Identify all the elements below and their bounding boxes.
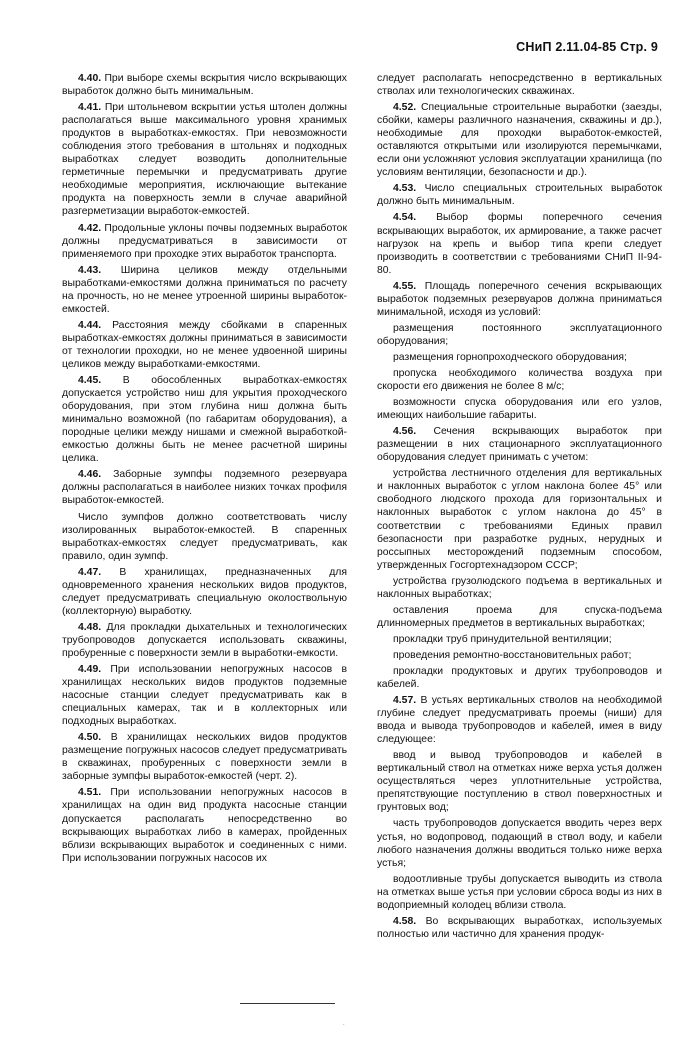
clause-number: 4.48. — [78, 621, 102, 633]
clause-text: проведения ремонтно-восстановительных работ; — [393, 649, 632, 661]
paragraph — [62, 621, 347, 660]
right-column — [377, 72, 662, 972]
clause-number: 4.46. — [78, 469, 102, 481]
clause-text: В обособленных выработках-емкостях допускается устройство ниш для укрытия проходческого оборудования, при этом глубина ниш должна быть минимально возможной (по габаритам оборудования), а породные целики между нишами и смежной выработкой-емкостью должны быть не менее расчетной ширины целика. — [62, 375, 347, 465]
clause-text: В хранилищах, предназначенных для одновременного хранения нескольких видов продуктов, следует предусматривать специальную околоствольную (коллекторную) выработку. — [62, 566, 347, 617]
paragraph — [62, 731, 347, 783]
paragraph — [377, 425, 662, 464]
clause-number: 4.41. — [78, 102, 102, 114]
paragraph — [377, 817, 662, 869]
clause-number: 4.47. — [78, 566, 102, 578]
clause-text: Расстояния между сбойками в спаренных выработках-емкостях должны приниматься в зависимости от технологии проходки, но не менее удвоенной ширины целиков между выработками-емкостями. — [62, 319, 347, 370]
paragraph — [377, 467, 662, 571]
paragraph — [62, 101, 347, 218]
paragraph — [377, 367, 662, 393]
paragraph — [62, 319, 347, 371]
paragraph — [62, 663, 347, 728]
paragraph — [377, 575, 662, 601]
paragraph — [377, 749, 662, 814]
paragraph — [377, 604, 662, 630]
clause-text: Число зумпфов должно соответствовать числу изолированных выработок-емкостей. В спаренных выработках-емкостях следует предусматривать, как правило, один зумпф. — [62, 511, 347, 562]
clause-text: ввод и вывод трубопроводов и кабелей в вертикальный ствол на отметках ниже верха устья должен осуществляться через уплотнительные устройства, препятствующие поступлению в ствол поверхностных и грунтовых вод; — [377, 750, 662, 814]
clause-number: 4.53. — [393, 183, 417, 195]
clause-number: 4.54. — [393, 212, 417, 224]
clause-text: оставления проема для спуска-подъема длинномерных предметов в вертикальных выработках; — [377, 604, 662, 629]
clause-text: При использовании непогружных насосов в хранилищах на один вид продукта насосные станции допускается располагать непосредственно во вскрывающих выработках либо в камерах, пройденных вблизи вскрывающих выработок и соединенных с ними. При использовании погружных насосов их — [62, 787, 348, 864]
paragraph — [62, 468, 347, 507]
paragraph — [377, 211, 662, 276]
paragraph — [377, 322, 662, 348]
clause-number: 4.49. — [78, 664, 102, 676]
paragraph — [62, 786, 347, 864]
clause-number: 4.43. — [78, 264, 102, 276]
paragraph — [377, 351, 662, 364]
clause-text: Площадь поперечного сечения вскрывающих выработок подземных резервуаров должна приниматься минимальной, исходя из условий: — [377, 280, 662, 318]
clause-text: При выборе схемы вскрытия число вскрывающих выработок должно быть минимальным. — [62, 73, 348, 98]
clause-number: 4.45. — [78, 375, 102, 387]
clause-text: Заборные зумпфы подземного резервуара должны располагаться в наиболее низких точках профиля выработок-емкостей. — [62, 469, 347, 507]
clause-number: 4.40. — [78, 73, 102, 84]
paragraph — [377, 396, 662, 422]
clause-number: 4.51. — [78, 787, 102, 799]
paragraph — [377, 665, 662, 691]
paragraph — [62, 511, 347, 563]
paragraph — [377, 633, 662, 646]
paragraph — [377, 182, 662, 208]
paragraph — [377, 694, 662, 746]
page-header: СНиП 2.11.04-85 Стр. 9 — [516, 40, 658, 54]
clause-text: размещения горнопроходческого оборудования; — [393, 351, 627, 363]
clause-text: При штольневом вскрытии устья штолен должны располагаться выше максимального уровня хранимых продуктов в выработках-емкостях. При невозможности соблюдения этого требования в штольнях и подходных выработках следует возводить дополнительные герметичные перемычки и предусматривать другие необходимые мероприятия, исключающие вытекание продукта на поверхность земли в случае аварийной разгерметизации выработок-емкостей. — [62, 102, 347, 218]
clause-number: 4.44. — [78, 319, 102, 331]
clause-text: Во вскрывающих выработках, используемых полностью или частично для хранения продук- — [377, 915, 662, 940]
left-column — [62, 72, 347, 972]
footer-rule — [240, 1003, 335, 1004]
clause-text: Продольные уклоны почвы подземных выработок должны предусматриваться в зависимости от применяемого при проходке этих выработок транспорта. — [62, 222, 347, 260]
paragraph — [377, 72, 662, 98]
clause-text: Выбор формы поперечного сечения вскрывающих выработок, их армирование, а также расчет нагрузок на крепь и выбор типа крепи следует производить в соответствии с требованиями СНиП II-94-80. — [377, 212, 662, 276]
paragraph — [62, 264, 347, 316]
clause-text: часть трубопроводов допускается вводить через верх устья, но водопровод, подающий в ствол воду, и кабели любого назначения должны вводиться только ниже верха устья; — [377, 818, 662, 869]
clause-text: Специальные строительные выработки (заезды, сбойки, камеры различного назначения, скважины и др.), необходимые для проходки выработок-емкостей, оставляются открытыми или изолируются перемычками, если они усложняют условия эксплуатации хранилища (по условиям вентиляции, безопасности и др.). — [377, 102, 662, 179]
paragraph — [62, 374, 347, 465]
paragraph — [377, 280, 662, 319]
clause-number: 4.55. — [393, 280, 417, 292]
clause-text: возможности спуска оборудования или его узлов, имеющих наибольшие габариты. — [377, 397, 662, 422]
paragraph — [377, 649, 662, 662]
clause-text: Сечения вскрывающих выработок при размещении в них стационарного эксплуатационного оборудования следует принимать с учетом: — [377, 426, 662, 464]
paragraph — [62, 222, 347, 261]
clause-number: 4.50. — [78, 732, 102, 744]
paragraph — [377, 101, 662, 179]
clause-text: При использовании непогружных насосов в хранилищах нескольких видов продуктов подземные насосные станции следует предусматривать как в специальных камерах, так и в коллекторных или подходных выработках. — [62, 664, 348, 728]
paragraph — [377, 873, 662, 912]
clause-text: устройства лестничного отделения для вертикальных и наклонных выработок с углом наклона более 45° или свободного людского прохода для горизонтальных и наклонных выработок с углом наклона до 45° в соответствии с требованиями Единых правил безопасности при разработке рудных, нерудных и россыпных месторождений подземным способом, утвержденных Госгортехнадзором СССР; — [377, 468, 662, 571]
clause-text: пропуска необходимого количества воздуха при скорости его движения не более 8 м/с; — [377, 367, 662, 393]
clause-text: размещения постоянного эксплуатационного оборудования; — [377, 322, 662, 347]
clause-number: 4.57. — [393, 695, 417, 707]
clause-text: прокладки продуктовых и других трубопроводов и кабелей. — [377, 665, 662, 691]
clause-text: В устьях вертикальных стволов на необходимой глубине следует предусматривать проемы (ниши) для ввода и вывода трубопроводов и кабелей, имея в виду следующее: — [377, 695, 662, 746]
clause-text: прокладки труб принудительной вентиляции; — [393, 633, 612, 645]
paragraph — [377, 915, 662, 941]
clause-number: 4.42. — [78, 222, 102, 234]
clause-text: устройства грузолюдского подъема в вертикальных и наклонных выработках; — [377, 575, 662, 600]
paragraph — [62, 72, 347, 98]
footer-mark: . — [343, 1021, 345, 1027]
paragraph — [62, 566, 347, 618]
clause-text: Ширина целиков между отдельными выработками-емкостями должна приниматься по расчету на прочность, но не менее утроенной ширины выработок-емкостей. — [62, 264, 347, 315]
clause-number: 4.52. — [393, 102, 417, 114]
clause-text: Число специальных строительных выработок должно быть минимальным. — [377, 183, 662, 208]
text-columns — [62, 72, 662, 972]
clause-text: В хранилищах нескольких видов продуктов размещение погружных насосов следует предусматривать в скважинах, пробуренных с поверхности земли в заборные зумпфы выработок-емкостей (черт. 2). — [62, 732, 347, 783]
clause-text: следует располагать непосредственно в вертикальных стволах или технологических скважинах. — [377, 73, 662, 98]
clause-text: Для прокладки дыхательных и технологических трубопроводов допускается использовать скважины, пробуренные с поверхности земли в выработки-емкости. — [62, 621, 347, 659]
clause-text: водоотливные трубы допускается выводить из ствола на отметках выше устья при условии сброса воды из них в водоприемный колодец вблизи ствола. — [377, 873, 662, 911]
clause-number: 4.58. — [393, 915, 417, 927]
clause-number: 4.56. — [393, 426, 417, 438]
